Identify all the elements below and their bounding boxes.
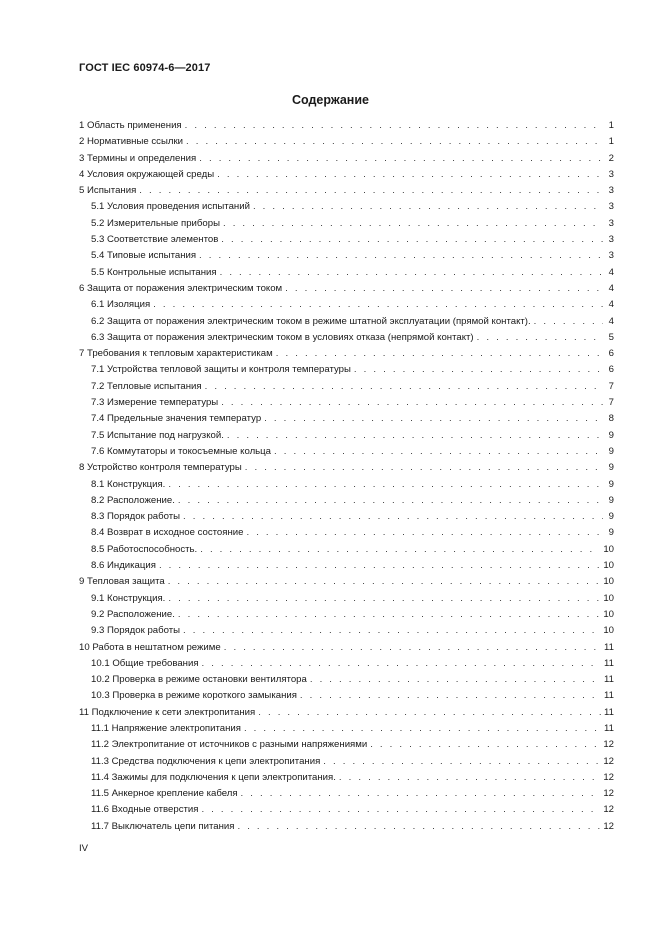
toc-entry[interactable] bbox=[79, 151, 614, 167]
toc-dot-leader bbox=[199, 248, 603, 264]
toc-entry-label: 10.1 Общие требования bbox=[91, 657, 199, 669]
toc-dot-leader bbox=[339, 770, 600, 786]
toc-entry-page: 11 bbox=[604, 690, 614, 702]
toc-entry-label: 11.4 Зажимы для подключения к цепи электропитания. bbox=[91, 771, 336, 783]
toc-entry[interactable] bbox=[79, 216, 614, 232]
toc-entry-page: 9 bbox=[608, 511, 614, 523]
toc-entry-label: 5.1 Условия проведения испытаний bbox=[91, 201, 250, 213]
toc-entry-label: 9.2 Расположение. bbox=[91, 608, 175, 620]
toc-entry-page: 9 bbox=[608, 462, 614, 474]
toc-entry-page: 12 bbox=[603, 771, 614, 783]
toc-entry-label: 11.1 Напряжение электропитания bbox=[91, 722, 241, 734]
toc-entry-page: 8 bbox=[608, 413, 614, 425]
toc-entry-label: 7.6 Коммутаторы и токосъемные кольца bbox=[91, 445, 272, 457]
toc-entry[interactable] bbox=[79, 623, 614, 639]
toc-entry[interactable] bbox=[79, 737, 614, 753]
toc-entry[interactable] bbox=[79, 558, 614, 574]
toc-entry-label: 5 Испытания bbox=[79, 185, 137, 197]
toc-entry-page: 10 bbox=[603, 576, 614, 588]
toc-dot-leader bbox=[199, 151, 603, 167]
toc-dot-leader bbox=[220, 265, 603, 281]
toc-dot-leader bbox=[253, 199, 603, 215]
toc-entry[interactable] bbox=[79, 754, 614, 770]
toc-entry-page: 11 bbox=[604, 641, 614, 653]
toc-entry[interactable] bbox=[79, 346, 614, 362]
toc-dot-leader bbox=[186, 134, 603, 150]
toc-dot-leader bbox=[246, 525, 603, 541]
toc-entry[interactable] bbox=[79, 330, 614, 346]
toc-dot-leader bbox=[159, 558, 600, 574]
toc-entry[interactable] bbox=[79, 591, 614, 607]
toc-entry-label: 6.3 Защита от поражения электрическим током в условиях отказа (непрямой контакт) bbox=[91, 331, 474, 343]
toc-entry-page: 1 bbox=[608, 136, 614, 148]
toc-entry-page: 11 bbox=[604, 706, 614, 718]
toc-entry-page: 10 bbox=[603, 625, 614, 637]
toc-entry[interactable] bbox=[79, 640, 614, 656]
toc-entry-label: 8.5 Работоспособность. bbox=[91, 543, 198, 555]
toc-entry[interactable] bbox=[79, 134, 614, 150]
toc-dot-leader bbox=[227, 428, 603, 444]
toc-dot-leader bbox=[264, 411, 603, 427]
toc-entry[interactable] bbox=[79, 819, 614, 835]
toc-dot-leader bbox=[200, 542, 600, 558]
toc-entry[interactable] bbox=[79, 362, 614, 378]
toc-entry-label: 7.2 Тепловые испытания bbox=[91, 380, 202, 392]
toc-dot-leader bbox=[244, 721, 601, 737]
toc-dot-leader bbox=[168, 574, 601, 590]
toc-dot-leader bbox=[217, 167, 603, 183]
toc-entry-label: 11.3 Средства подключения к цепи электропитания bbox=[91, 755, 321, 767]
toc-entry[interactable] bbox=[79, 607, 614, 623]
toc-entry-page: 12 bbox=[603, 820, 614, 832]
toc-dot-leader bbox=[201, 802, 600, 818]
toc-dot-leader bbox=[224, 640, 601, 656]
toc-entry-page: 3 bbox=[608, 234, 614, 246]
toc-entry-page: 3 bbox=[608, 250, 614, 262]
toc-entry[interactable] bbox=[79, 444, 614, 460]
toc-title: Содержание bbox=[291, 93, 369, 107]
toc-dot-leader bbox=[183, 623, 600, 639]
toc-entry[interactable] bbox=[79, 672, 614, 688]
toc-entry-label: 8.6 Индикация bbox=[91, 560, 156, 572]
table-of-contents bbox=[79, 118, 614, 835]
toc-entry[interactable] bbox=[79, 656, 614, 672]
toc-entry-label: 7.3 Измерение температуры bbox=[91, 397, 219, 409]
toc-dot-leader bbox=[223, 216, 603, 232]
toc-dot-leader bbox=[310, 672, 601, 688]
toc-entry-label: 8.4 Возврат в исходное состояние bbox=[91, 527, 244, 539]
toc-entry-label: 8 Устройство контроля температуры bbox=[79, 462, 242, 474]
toc-entry[interactable] bbox=[79, 460, 614, 476]
toc-dot-leader bbox=[205, 379, 603, 395]
toc-entry-page: 6 bbox=[608, 364, 614, 376]
toc-dot-leader bbox=[300, 688, 601, 704]
page-number: IV bbox=[79, 843, 89, 854]
toc-entry[interactable] bbox=[79, 199, 614, 215]
toc-entry-label: 6.1 Изоляция bbox=[91, 299, 151, 311]
toc-dot-leader bbox=[241, 786, 601, 802]
toc-entry-label: 7.1 Устройства тепловой защиты и контроля температуры bbox=[91, 364, 351, 376]
toc-entry-label: 9.3 Порядок работы bbox=[91, 625, 181, 637]
toc-entry-page: 9 bbox=[608, 429, 614, 441]
toc-entry-label: 8.1 Конструкция. bbox=[91, 478, 166, 490]
toc-entry[interactable] bbox=[79, 232, 614, 248]
toc-entry-page: 9 bbox=[608, 494, 614, 506]
toc-entry-page: 11 bbox=[604, 674, 614, 686]
toc-entry-label: 6 Защита от поражения электрическим током bbox=[79, 282, 283, 294]
toc-entry-label: 7 Требования к тепловым характеристикам bbox=[79, 348, 273, 360]
toc-entry-label: 11.2 Электропитание от источников с разными напряжениями bbox=[91, 739, 368, 751]
toc-entry[interactable] bbox=[79, 297, 614, 313]
toc-entry-page: 3 bbox=[608, 168, 614, 180]
toc-entry-page: 1 bbox=[608, 120, 614, 131]
toc-entry[interactable] bbox=[79, 770, 614, 786]
toc-entry-label: 9.1 Конструкция. bbox=[91, 592, 166, 604]
toc-entry-page: 4 bbox=[608, 315, 614, 327]
toc-dot-leader bbox=[370, 737, 600, 753]
toc-entry-page: 9 bbox=[608, 445, 614, 457]
toc-dot-leader bbox=[139, 183, 603, 199]
toc-entry-page: 4 bbox=[608, 266, 614, 278]
toc-entry-page: 7 bbox=[608, 397, 614, 409]
toc-dot-leader bbox=[168, 591, 600, 607]
toc-entry-page: 10 bbox=[603, 543, 614, 555]
toc-entry[interactable] bbox=[79, 265, 614, 281]
toc-entry[interactable] bbox=[79, 574, 614, 590]
toc-entry[interactable] bbox=[79, 525, 614, 541]
toc-dot-leader bbox=[534, 314, 603, 330]
toc-entry-page: 9 bbox=[608, 527, 614, 539]
toc-entry[interactable] bbox=[79, 493, 614, 509]
toc-entry-label: 5.2 Измерительные приборы bbox=[91, 217, 220, 229]
toc-entry-page: 12 bbox=[603, 739, 614, 751]
toc-entry-label: 5.4 Типовые испытания bbox=[91, 250, 197, 262]
toc-entry-label: 3 Термины и определения bbox=[79, 152, 197, 164]
toc-entry-page: 12 bbox=[603, 804, 614, 816]
toc-entry[interactable] bbox=[79, 509, 614, 525]
toc-entry[interactable] bbox=[79, 411, 614, 427]
toc-entry[interactable] bbox=[79, 542, 614, 558]
toc-entry-label: 11 Подключение к сети электропитания bbox=[79, 706, 256, 718]
toc-entry-page: 11 bbox=[604, 657, 614, 669]
toc-entry[interactable] bbox=[79, 428, 614, 444]
toc-entry[interactable] bbox=[79, 314, 614, 330]
toc-entry-page: 10 bbox=[603, 592, 614, 604]
toc-entry[interactable] bbox=[79, 167, 614, 183]
toc-entry-label: 2 Нормативные ссылки bbox=[79, 136, 184, 148]
toc-dot-leader bbox=[178, 607, 600, 623]
toc-entry-label: 7.4 Предельные значения температур bbox=[91, 413, 262, 425]
toc-entry-label: 4 Условия окружающей среды bbox=[79, 168, 215, 180]
toc-dot-leader bbox=[221, 395, 603, 411]
toc-entry[interactable] bbox=[79, 688, 614, 704]
toc-entry[interactable] bbox=[79, 281, 614, 297]
toc-dot-leader bbox=[477, 330, 603, 346]
toc-entry[interactable] bbox=[79, 248, 614, 264]
toc-entry-page: 4 bbox=[608, 299, 614, 311]
toc-entry-page: 3 bbox=[608, 217, 614, 229]
toc-entry-page: 2 bbox=[608, 152, 614, 164]
toc-entry-page: 10 bbox=[603, 608, 614, 620]
toc-entry-label: 10 Работа в нештатном режиме bbox=[79, 641, 221, 653]
toc-entry[interactable] bbox=[79, 477, 614, 493]
toc-entry[interactable] bbox=[79, 395, 614, 411]
toc-dot-leader bbox=[285, 281, 603, 297]
toc-entry-label: 11.5 Анкерное крепление кабеля bbox=[91, 788, 238, 800]
toc-entry[interactable] bbox=[79, 786, 614, 802]
toc-entry-label: 10.2 Проверка в режиме остановки вентилятора bbox=[91, 674, 307, 686]
toc-entry-page: 7 bbox=[608, 380, 614, 392]
toc-dot-leader bbox=[245, 460, 603, 476]
toc-dot-leader bbox=[274, 444, 603, 460]
toc-entry-label: 7.5 Испытание под нагрузкой. bbox=[91, 429, 224, 441]
toc-dot-leader bbox=[153, 297, 603, 313]
toc-dot-leader bbox=[276, 346, 603, 362]
toc-dot-leader bbox=[354, 362, 603, 378]
toc-entry-label: 11.6 Входные отверстия bbox=[91, 804, 199, 816]
toc-entry-label: 5.5 Контрольные испытания bbox=[91, 266, 217, 278]
toc-entry-page: 5 bbox=[608, 331, 614, 343]
toc-dot-leader bbox=[168, 477, 603, 493]
toc-entry-page: 9 bbox=[608, 478, 614, 490]
toc-entry[interactable] bbox=[79, 183, 614, 199]
toc-dot-leader bbox=[323, 754, 600, 770]
toc-entry-page: 4 bbox=[608, 282, 614, 294]
toc-entry-label: 9 Тепловая защита bbox=[79, 576, 165, 588]
toc-entry-page: 3 bbox=[608, 185, 614, 197]
toc-dot-leader bbox=[183, 509, 603, 525]
toc-entry-label: 1 Область применения bbox=[79, 120, 182, 131]
document-code: ГОСТ IEC 60974-6—2017 bbox=[79, 62, 211, 74]
toc-entry-label: 8.3 Порядок работы bbox=[91, 511, 181, 523]
toc-entry-page: 6 bbox=[608, 348, 614, 360]
toc-dot-leader bbox=[202, 656, 602, 672]
toc-entry[interactable] bbox=[79, 118, 614, 134]
toc-entry[interactable] bbox=[79, 721, 614, 737]
toc-entry-page: 10 bbox=[603, 560, 614, 572]
toc-entry[interactable] bbox=[79, 802, 614, 818]
toc-entry-label: 10.3 Проверка в режиме короткого замыкания bbox=[91, 690, 297, 702]
toc-entry[interactable] bbox=[79, 705, 614, 721]
toc-entry-page: 12 bbox=[603, 788, 614, 800]
toc-entry-page: 11 bbox=[604, 722, 614, 734]
toc-entry[interactable] bbox=[79, 379, 614, 395]
toc-entry-label: 6.2 Защита от поражения электрическим током в режиме штатной эксплуатации (прямой контакт). bbox=[91, 315, 531, 327]
toc-entry-label: 8.2 Расположение. bbox=[91, 494, 175, 506]
toc-entry-page: 3 bbox=[608, 201, 614, 213]
toc-entry-page: 12 bbox=[603, 755, 614, 767]
toc-dot-leader bbox=[237, 819, 600, 835]
toc-dot-leader bbox=[178, 493, 603, 509]
toc-dot-leader bbox=[185, 118, 603, 134]
toc-dot-leader bbox=[221, 232, 603, 248]
toc-dot-leader bbox=[258, 705, 601, 721]
toc-entry-label: 5.3 Соответствие элементов bbox=[91, 234, 219, 246]
toc-entry-label: 11.7 Выключатель цепи питания bbox=[91, 820, 235, 832]
